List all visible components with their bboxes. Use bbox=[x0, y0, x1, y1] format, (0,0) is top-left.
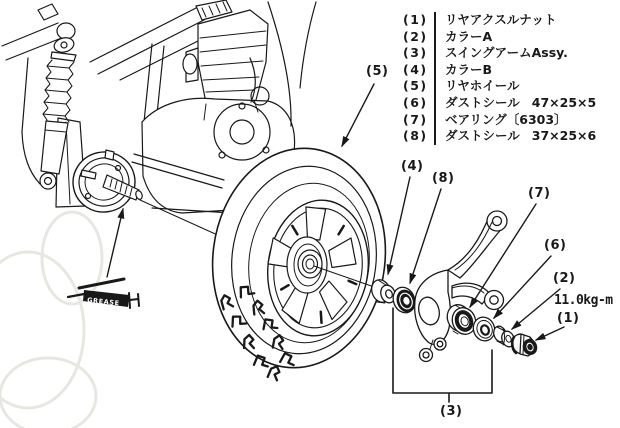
callout-1: (1) bbox=[557, 311, 580, 326]
arrow-grease-to-axle bbox=[107, 209, 123, 277]
part-label: ダストシール bbox=[445, 128, 520, 144]
parts-list bbox=[403, 12, 596, 145]
part-number: (2) bbox=[403, 28, 428, 44]
parts-list-row bbox=[403, 12, 596, 29]
part-number: (4) bbox=[403, 61, 428, 77]
parts-list-row bbox=[403, 45, 596, 62]
part-number: (3) bbox=[403, 45, 428, 61]
arrow-to-collar-a bbox=[512, 289, 560, 329]
part-number: (7) bbox=[403, 111, 428, 127]
part-number: (8) bbox=[403, 128, 428, 144]
part-label: カラーB bbox=[445, 61, 493, 77]
part-number: (6) bbox=[403, 94, 428, 110]
part-label: リヤホイール bbox=[445, 78, 520, 94]
wheel-hub-drawing bbox=[287, 237, 327, 293]
air-cleaner-box-drawing bbox=[183, 10, 268, 112]
callout-4: (4) bbox=[401, 159, 424, 174]
arrow-to-dust-seal-8 bbox=[410, 189, 441, 283]
parts-list-row bbox=[403, 128, 596, 145]
part-number: (5) bbox=[403, 78, 428, 94]
part-label: リヤアクスルナット bbox=[445, 12, 557, 27]
grease-label: GREASE bbox=[86, 296, 120, 308]
callout-8: (8) bbox=[432, 171, 455, 186]
callout-6: (6) bbox=[544, 238, 567, 253]
part-size: 37×25×6 bbox=[531, 128, 597, 144]
callout-2: (2) bbox=[553, 271, 576, 286]
swingarm-drawing bbox=[415, 211, 507, 362]
part-label: ダストシール bbox=[445, 94, 520, 110]
parts-list-row bbox=[403, 112, 596, 129]
arrow-to-rear-wheel bbox=[342, 84, 374, 146]
parts-list-row bbox=[403, 78, 596, 95]
callout-5: (5) bbox=[366, 64, 389, 79]
arrow-to-dust-seal-6 bbox=[494, 256, 551, 318]
ghost-print-artifacts bbox=[0, 212, 102, 428]
parts-list-row bbox=[403, 95, 596, 112]
arrow-to-axle-nut bbox=[536, 327, 564, 340]
callout-3: (3) bbox=[440, 404, 463, 419]
part-label: スイングアームAssy. bbox=[445, 45, 568, 61]
part-size: 47×25×5 bbox=[531, 94, 597, 110]
torque-label: 11.0kg-m bbox=[554, 293, 613, 308]
part-label: ベアリング〔6303〕 bbox=[445, 111, 567, 127]
axle-nut-drawing bbox=[510, 332, 539, 357]
arrow-to-collar-b bbox=[388, 177, 410, 274]
parts-list-row bbox=[403, 62, 596, 79]
parts-list-row bbox=[403, 29, 596, 46]
callout-7: (7) bbox=[528, 186, 551, 201]
part-label: カラーA bbox=[445, 28, 493, 44]
part-number: (1) bbox=[403, 12, 428, 27]
